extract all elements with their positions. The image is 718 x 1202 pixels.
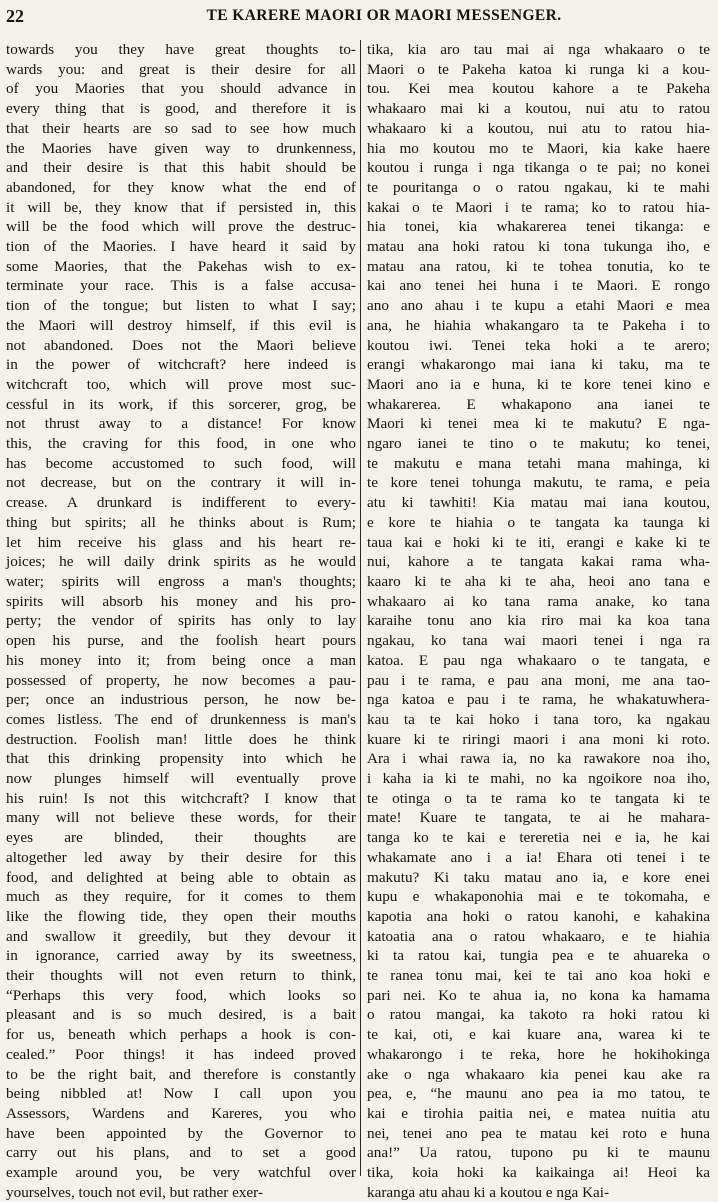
- text-line: koutou i runga i nga tikanga o te pai; no konei: [367, 159, 710, 177]
- text-line: whakamate ano i a ia! Ehara oti tenei i te: [367, 848, 710, 866]
- text-line: ngaro ianei te tino o te makutu; ko tenei,: [367, 435, 710, 453]
- text-line: let him receive his glass and his heart re-: [6, 533, 356, 551]
- text-line: whakaaro ai ko tana rama anake, ko tana: [367, 592, 710, 610]
- text-line: example around you, be very watchful over: [6, 1164, 356, 1182]
- text-line: perty; the vendor of spirits has only to lay: [6, 612, 356, 630]
- text-line: food, and delighted at being able to obtain as: [6, 868, 356, 886]
- text-line: their thoughts will not even return to think,: [6, 967, 356, 985]
- text-line: the Maori will destroy himself, if this evil is: [6, 316, 356, 334]
- text-line: tika, kia aro tau mai ai nga whakaaro o te: [367, 41, 710, 58]
- text-line: ki ta ratou kai, tungia pea e te ahuareka o: [367, 947, 710, 965]
- text-line: terminate your race. This is a false accusa-: [6, 277, 356, 295]
- text-line: i kaha ia ki te mahi, no ka ngoikore noa iho,: [367, 770, 710, 788]
- text-line: ake o nga whakaaro kia penei kau ake ra: [367, 1065, 710, 1083]
- text-line: kakai o te Maori i te rama; ko to ratou hia-: [367, 198, 710, 216]
- text-line: matau ana hoki ratou ki tona tukunga iho, e: [367, 238, 710, 256]
- text-line: abandoned, for they know what the end of: [6, 178, 356, 196]
- text-line: Ara i whai rawa ia, no ka rawakore noa iho,: [367, 750, 710, 768]
- text-line: pari nei. Ko te ahua ia, no kona ka hamama: [367, 986, 710, 1004]
- text-line: ana, he hiahia whakangaro ta te Pakeha i to: [367, 316, 710, 334]
- text-line: karanga atu ahau ki a koutou e nga Kai-: [367, 1183, 610, 1201]
- text-line: karaihe tonu ano kia riro mai ka koa tana: [367, 612, 710, 630]
- text-line: whakaaro ki a koutou, nui atu to ratou hia-: [367, 119, 710, 137]
- text-line: kai e tirohia paitia nei, e matea nuitia atu: [367, 1104, 710, 1122]
- text-line: the Maories have given way to drunkenness,: [6, 139, 356, 157]
- text-line: kuare ki te riringi maori i ana moni ki roto.: [367, 730, 710, 748]
- text-line: now plunges himself will eventually prove: [6, 770, 356, 788]
- text-line: Maori ki tenei mea ki te makutu? E nga-: [367, 415, 710, 433]
- text-line: “Perhaps this very food, which looks so: [6, 986, 356, 1004]
- text-line: pau i te rama, e pau ana moni, me ana tao-: [367, 671, 710, 689]
- text-line: not thrust away to a distance! For know: [6, 415, 356, 433]
- text-line: this, the craving for this food, in one who: [6, 435, 356, 453]
- text-line: atu ki tawhiti! Kia matau mai iana koutou,: [367, 494, 710, 512]
- text-line: joices; he will daily drink spirits as he would: [6, 553, 356, 571]
- text-line: kaaro ki te aha ki te aha, heoi ano tana e: [367, 572, 710, 590]
- text-line: for us, beneath which perhaps a hook is con-: [6, 1026, 356, 1044]
- text-line: ana!” Ua ratou, tupono pu ki te maunu: [367, 1144, 710, 1162]
- text-line: whakarerea. E whakapono ana ianei te: [367, 395, 710, 413]
- text-line: in ignorance, carried away by its sweetness,: [6, 947, 356, 965]
- text-line: kapotia ana hoki o ratou kanohi, e kahakina: [367, 907, 710, 925]
- text-line: hia tonei, kia whakarerea tenei tikanga: e: [367, 218, 710, 236]
- text-line: hia mo koutou mo te Maori, kia kake haere: [367, 139, 710, 157]
- text-line: mate! Kuare te tangata, te ai he mahara-: [367, 809, 710, 827]
- text-line: to be the right bait, and therefore is constantly: [6, 1065, 356, 1083]
- text-line: katoatia ana o ratou whakaaro, e te hiahia: [367, 927, 710, 945]
- text-line: every thing that is good, and therefore it is: [6, 100, 356, 118]
- text-line: and their desire is that this habit should be: [6, 159, 356, 177]
- text-line: thing but spirits; all he thinks about is Rum;: [6, 513, 356, 531]
- text-line: being nibbled at! Now I call upon you: [6, 1085, 356, 1103]
- text-line: water; spirits will engross a man's thoughts;: [6, 572, 356, 590]
- text-line: tion of the Maories. I have heard it said by: [6, 238, 356, 256]
- text-line: tou. Kei mea koutou kahore a te Pakeha: [367, 80, 710, 98]
- text-line: matau ana ratou, ki te tohea tonutia, ko te: [367, 257, 710, 275]
- running-title: TE KARERE MAORI OR MAORI MESSENGER.: [206, 7, 562, 24]
- text-line: many will not believe these words, for their: [6, 809, 356, 827]
- english-column: [6, 40, 356, 1201]
- text-line: like the flowing tide, they open their mouths: [6, 907, 356, 925]
- text-line: te otinga o ta te rama ko te tangata ki te: [367, 789, 710, 807]
- text-line: kupu e whakaponohia mai e te tokomaha, e: [367, 888, 710, 906]
- text-line: cealed.” Poor things! it has indeed proved: [6, 1045, 356, 1063]
- text-line: whakaaro mai ki a koutou, nui atu to ratou: [367, 100, 710, 118]
- text-line: makutu? Ki taku matau ano ia, e kore enei: [367, 868, 710, 886]
- text-line: koutou iwi. Tenei teka hoki a te arero;: [367, 336, 710, 354]
- text-line: that their hearts are so sad to see how much: [6, 119, 356, 137]
- text-line: erangi whakarongo mai iana ki taku, ma te: [367, 356, 710, 374]
- text-line: some Maories, that the Pakehas wish to ex-: [6, 257, 356, 275]
- text-line: ngakau, ko tana wai maori tenei i nga ra: [367, 632, 710, 650]
- text-line: it will be, they know that if persisted in, this: [6, 198, 356, 216]
- text-line: witchcraft too, which will prove most suc-: [6, 375, 356, 393]
- text-line: te kore tenei tohunga makutu, te rama, e peia: [367, 474, 710, 492]
- text-line: his money into it; from being once a man: [6, 651, 356, 669]
- text-line: e kore te hiahia o te tangata ka taunga ki: [367, 513, 710, 531]
- text-line: Maori o te Pakeha katoa ki runga ki a kou-: [367, 60, 710, 78]
- text-line: Assessors, Wardens and Kareres, you who: [6, 1104, 356, 1122]
- text-line: kai ano tenei hei huna i te Maori. E rongo: [367, 277, 710, 295]
- page-header: [0, 0, 718, 36]
- text-line: destruction. Foolish man! little does he think: [6, 730, 356, 748]
- text-line: comes listless. The end of drunkenness is man's: [6, 710, 356, 728]
- text-line: his ruin! Is not this witchcraft? I know that: [6, 789, 356, 807]
- text-line: carry out his plans, and to set a good: [6, 1144, 356, 1162]
- text-line: will be the food which will prove the destruc-: [6, 218, 356, 236]
- text-line: eyes are blinded, their thoughts are: [6, 829, 356, 847]
- text-line: in the power of witchcraft? here indeed is: [6, 356, 356, 374]
- text-line: open his purse, and the foolish heart pours: [6, 632, 356, 650]
- text-line: nga katoa e pau i te rama, he whakatuwhera-: [367, 691, 710, 709]
- text-line: kau ta te kai hoko i tana toro, ka ngakau: [367, 710, 710, 728]
- text-line: cessful in its work, if this sorcerer, grog, be: [6, 395, 356, 413]
- text-line: pea, e, “he maunu ano pea ia mo tatou, te: [367, 1085, 710, 1103]
- text-line: much as they require, for it comes to them: [6, 888, 356, 906]
- text-line: altogether led away by their desire for this: [6, 848, 356, 866]
- text-line: whakarongo i te reka, hore he hokihokinga: [367, 1045, 710, 1063]
- text-line: towards you they have great thoughts to-: [6, 41, 356, 58]
- text-line: spirits will absorb his money and his pro-: [6, 592, 356, 610]
- text-line: te makutu e mana tetahi mana mahinga, ki: [367, 454, 710, 472]
- text-line: o ratou mangai, ka takoto ra hoki ratou ki: [367, 1006, 710, 1024]
- text-line: have been appointed by the Governor to: [6, 1124, 356, 1142]
- text-line: pleasant and is so much desired, is a bait: [6, 1006, 356, 1024]
- text-line: tanga ko te kai e tereretia nei e ia, he kai: [367, 829, 710, 847]
- column-divider: [360, 40, 361, 1176]
- text-line: wards you: and great is their desire for all: [6, 60, 356, 78]
- text-line: and swallow it greedily, but they devour it: [6, 927, 356, 945]
- text-line: per; once an industrious person, he now be-: [6, 691, 356, 709]
- text-line: of you Maories that you should advance in: [6, 80, 356, 98]
- text-line: nei, tenei ano pea te matau kei roto e huna: [367, 1124, 710, 1142]
- text-line: nui, kahore a te tangata kakai rama wha-: [367, 553, 710, 571]
- text-line: that this drinking propensity into which he: [6, 750, 356, 768]
- text-line: te ranea tonu mai, kei te tai ano koa hoki e: [367, 967, 710, 985]
- text-line: katoa. E pau nga whakaaro o te tangata, e: [367, 651, 710, 669]
- text-line: has become accustomed to such food, will: [6, 454, 356, 472]
- page-number: 22: [6, 6, 24, 26]
- text-line: taua kai e hoki ki te iti, erangi e kake ki te: [367, 533, 710, 551]
- text-line: te pouritanga o o ratou ngakau, ki te mahi: [367, 178, 710, 196]
- text-line: ano ano ahau i te kupu a etahi Maori e mea: [367, 297, 710, 315]
- text-line: tion of the tongue; but listen to what I say;: [6, 297, 356, 315]
- text-line: te kai, oti, e kai kuare ana, warea ki te: [367, 1026, 710, 1044]
- text-line: not abandoned. Does not the Maori believe: [6, 336, 356, 354]
- text-line: yourselves, touch not evil, but rather exer-: [6, 1183, 263, 1201]
- text-line: tika, koia hoki ka kaikainga ai! Heoi ka: [367, 1164, 710, 1182]
- text-line: not decrease, but on the contrary it will in-: [6, 474, 356, 492]
- text-line: Maori ano ia e huna, ki te kore tenei kino e: [367, 375, 710, 393]
- text-line: crease. A drunkard is indifferent to every-: [6, 494, 356, 512]
- maori-column: [367, 40, 710, 1201]
- text-line: possessed of property, he now becomes a pau-: [6, 671, 356, 689]
